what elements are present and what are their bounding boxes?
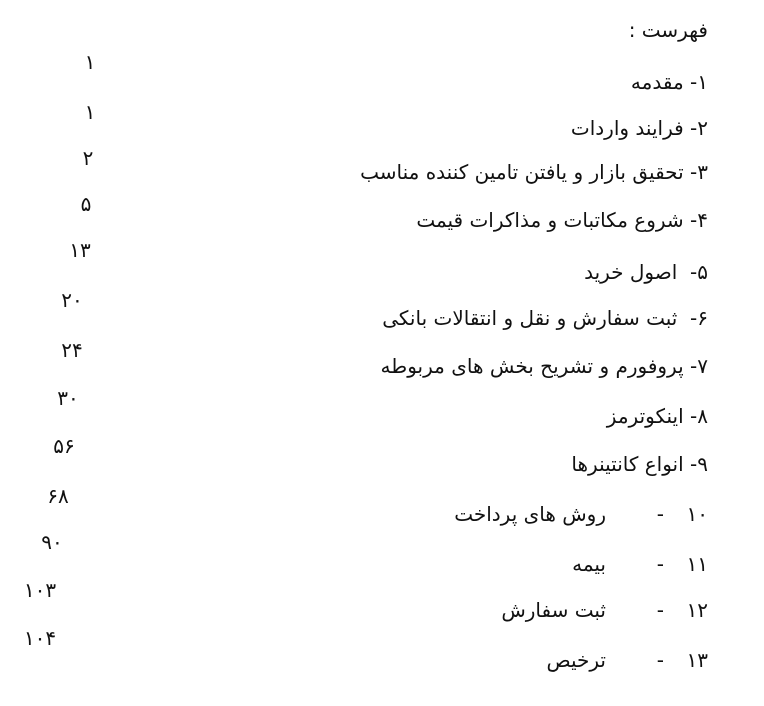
toc-entry-separator: - <box>690 404 698 428</box>
toc-entry-number: ۵ <box>697 260 708 284</box>
toc-entry-separator: - <box>656 502 664 526</box>
toc-entry-2 <box>571 116 708 140</box>
toc-entry-label: انواع کانتینرها <box>571 452 684 476</box>
toc-entry-separator: - <box>690 208 698 232</box>
toc-entry-label: اینکوترمز <box>606 404 684 428</box>
toc-page-number: ۶۸ <box>47 484 69 508</box>
toc-entry-label: فرایند واردات <box>570 116 684 140</box>
toc-entry-label: شروع مکاتبات و مذاکرات قیمت <box>416 208 684 232</box>
toc-entry-separator: - <box>690 452 698 476</box>
toc-page-number: ۵ <box>80 192 92 216</box>
toc-page-number: ۱۰۴ <box>23 626 57 650</box>
toc-entry-number: ۶ <box>697 306 708 330</box>
toc-entry-separator: - <box>690 116 698 140</box>
toc-page-number: ۳۰ <box>57 386 79 410</box>
toc-entry-number: ۸ <box>697 404 708 428</box>
toc-entry-number: ۷ <box>697 354 708 378</box>
toc-entry-1 <box>631 70 708 94</box>
toc-page-number: ۱۳ <box>69 238 91 262</box>
toc-entry-number: ۱۱ <box>686 552 708 576</box>
toc-entry-label: پروفورم و تشریح بخش های مربوطه <box>380 354 684 378</box>
toc-entry-label: تحقیق بازار و یافتن تامین کننده مناسب <box>360 160 684 184</box>
toc-entry-3 <box>360 160 708 184</box>
toc-page-number: ۱۰۳ <box>23 578 57 602</box>
toc-entry-separator: - <box>690 354 698 378</box>
toc-entry-13 <box>546 648 708 672</box>
toc-entry-4 <box>416 208 708 232</box>
toc-entry-number: ۱۰ <box>686 502 708 526</box>
toc-entry-number: ۱۲ <box>686 598 708 622</box>
toc-entry-separator: - <box>690 306 698 330</box>
toc-entry-label: ثبت سفارش و نقل و انتقالات بانکی <box>382 306 678 330</box>
toc-entry-10 <box>454 502 708 526</box>
toc-page-number: ۵۶ <box>53 434 75 458</box>
toc-entry-8 <box>607 404 708 428</box>
toc-entry-number: ۱ <box>697 70 708 94</box>
toc-entry-separator: - <box>656 648 664 672</box>
toc-title: فهرست : <box>628 18 708 42</box>
toc-entry-label: بیمه <box>572 552 606 576</box>
toc-entry-number: ۴ <box>697 208 708 232</box>
toc-page-number: ۱ <box>84 100 96 124</box>
toc-entry-label: ترخیص <box>546 648 606 672</box>
toc-entry-11 <box>572 552 708 576</box>
toc-entry-5 <box>584 260 708 284</box>
toc-entry-9 <box>571 452 708 476</box>
toc-page-number: ۲۴ <box>61 338 83 362</box>
toc-entry-label: روش های پرداخت <box>454 502 606 526</box>
toc-entry-label: مقدمه <box>630 70 684 94</box>
toc-entry-number: ۲ <box>697 116 708 140</box>
toc-page-number: ۹۰ <box>41 530 63 554</box>
toc-entry-separator: - <box>690 70 698 94</box>
toc-entry-label: ثبت سفارش <box>501 598 606 622</box>
toc-page-number: ۲ <box>82 146 94 170</box>
toc-entry-separator: - <box>690 160 698 184</box>
toc-entry-label: اصول خرید <box>584 260 678 284</box>
toc-entry-separator: - <box>690 260 698 284</box>
toc-entry-separator: - <box>656 598 664 622</box>
toc-entry-number: ۱۳ <box>686 648 708 672</box>
toc-page-number: ۱ <box>84 50 96 74</box>
toc-page-number: ۲۰ <box>61 288 83 312</box>
toc-entry-number: ۳ <box>697 160 708 184</box>
toc-entry-number: ۹ <box>697 452 708 476</box>
toc-entry-7 <box>381 354 708 378</box>
toc-entry-separator: - <box>656 552 664 576</box>
toc-entry-6 <box>382 306 708 330</box>
toc-entry-12 <box>501 598 708 622</box>
